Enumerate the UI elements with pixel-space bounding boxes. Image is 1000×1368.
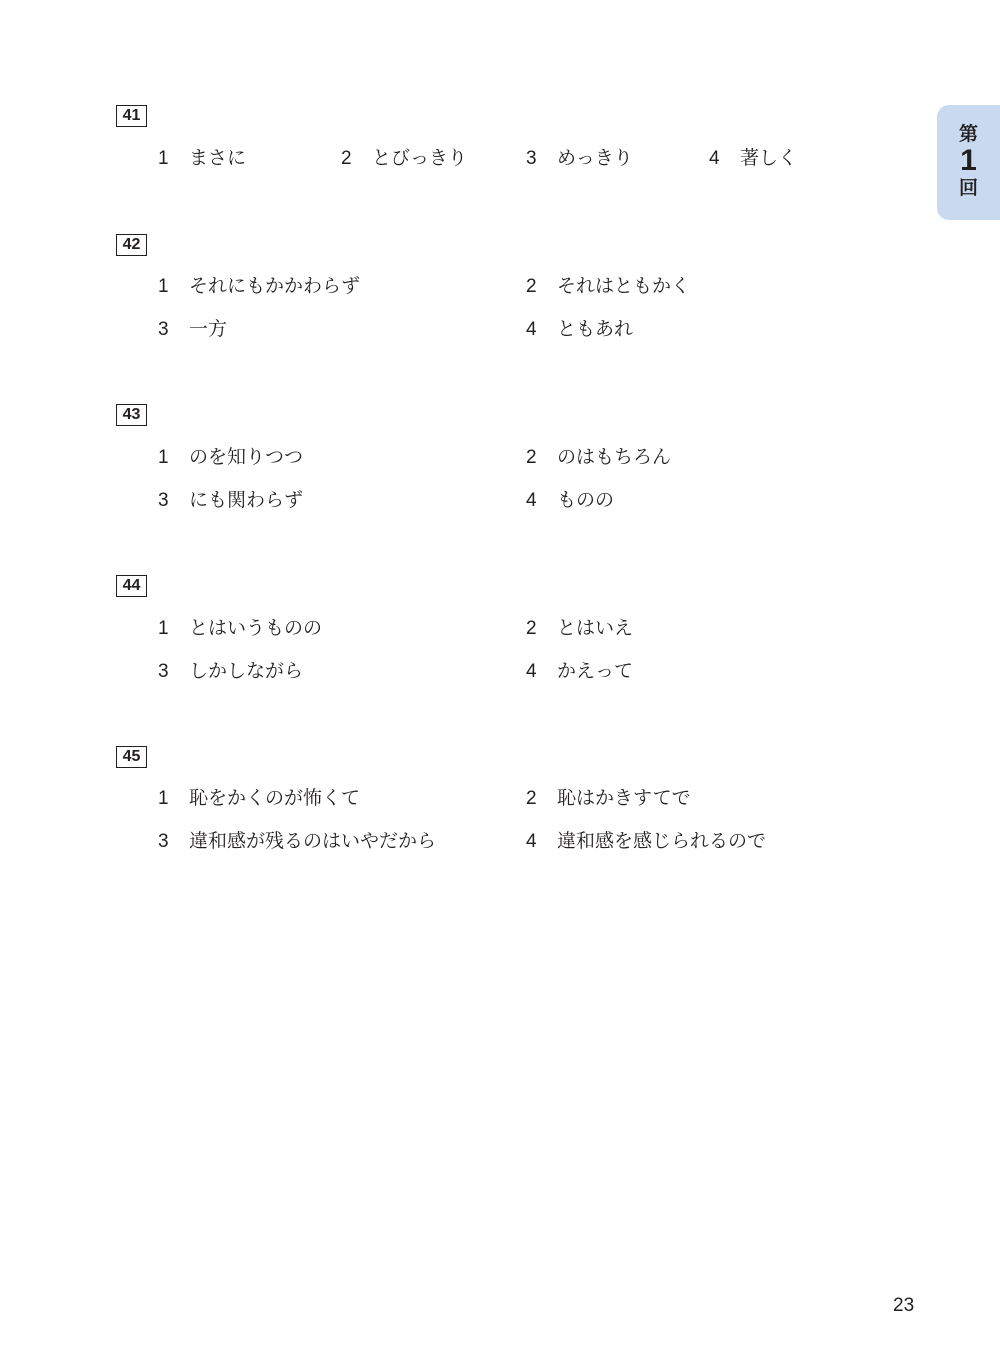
- option-text: とはいうものの: [189, 617, 323, 639]
- answer-option[interactable]: [526, 829, 766, 854]
- chapter-tab-number: 1: [960, 144, 977, 177]
- question-number: 45: [116, 746, 147, 768]
- option-text: にも関わらず: [189, 489, 304, 511]
- option-text: とはいえ: [557, 617, 634, 639]
- question-number: 43: [116, 404, 147, 426]
- option-text: 著しく: [740, 147, 798, 169]
- option-number: 4: [526, 490, 537, 511]
- chapter-tab: [937, 105, 1000, 220]
- question-number: 42: [116, 234, 147, 256]
- option-number: 4: [526, 661, 537, 682]
- option-number: 3: [158, 490, 169, 511]
- answer-option[interactable]: [158, 274, 360, 299]
- option-number: 3: [526, 148, 537, 169]
- answer-option[interactable]: [158, 659, 303, 684]
- answer-option[interactable]: [158, 445, 303, 470]
- answer-option[interactable]: [158, 488, 303, 513]
- answer-option[interactable]: [341, 146, 467, 171]
- option-number: 1: [158, 276, 169, 297]
- chapter-tab-suffix: 回: [958, 177, 978, 199]
- answer-option[interactable]: [526, 488, 614, 513]
- option-number: 2: [526, 276, 537, 297]
- answer-option[interactable]: [526, 146, 633, 171]
- page-number: 23: [893, 1295, 915, 1316]
- answer-option[interactable]: [158, 786, 360, 811]
- answer-option[interactable]: [526, 274, 690, 299]
- option-text: のはもちろん: [557, 446, 672, 468]
- answer-option[interactable]: [526, 616, 633, 641]
- option-text: とびっきり: [372, 147, 468, 169]
- option-text: めっきり: [557, 147, 633, 169]
- option-number: 1: [158, 447, 169, 468]
- answer-option[interactable]: [158, 317, 227, 342]
- option-number: 2: [526, 788, 537, 809]
- question-number: 41: [116, 105, 147, 127]
- option-text: しかしながら: [189, 660, 304, 682]
- option-number: 1: [158, 788, 169, 809]
- option-number: 4: [526, 831, 537, 852]
- chapter-tab-prefix: 第: [958, 123, 978, 145]
- answer-option[interactable]: [526, 317, 633, 342]
- answer-option[interactable]: [526, 786, 691, 811]
- answer-option[interactable]: [158, 146, 246, 171]
- option-number: 3: [158, 831, 169, 852]
- answer-option[interactable]: [158, 616, 322, 641]
- option-number: 3: [158, 319, 169, 340]
- option-number: 2: [526, 618, 537, 639]
- option-text: 一方: [189, 318, 228, 340]
- option-number: 1: [158, 618, 169, 639]
- option-text: ものの: [557, 489, 615, 511]
- question-number: 44: [116, 575, 147, 597]
- option-number: 2: [341, 148, 352, 169]
- option-text: まさに: [189, 147, 247, 169]
- option-text: かえって: [557, 660, 634, 682]
- option-text: のを知りつつ: [189, 446, 304, 468]
- option-number: 3: [158, 661, 169, 682]
- option-number: 4: [709, 148, 720, 169]
- answer-option[interactable]: [526, 659, 633, 684]
- answer-option[interactable]: [158, 829, 436, 854]
- option-number: 4: [526, 319, 537, 340]
- option-text: 違和感が残るのはいやだから: [189, 830, 437, 852]
- answer-option[interactable]: [526, 445, 671, 470]
- option-text: 恥はかきすてで: [557, 787, 691, 809]
- option-text: 恥をかくのが怖くて: [189, 787, 361, 809]
- option-number: 2: [526, 447, 537, 468]
- option-text: 違和感を感じられるので: [557, 830, 767, 852]
- option-text: ともあれ: [557, 318, 634, 340]
- answer-option[interactable]: [709, 146, 797, 171]
- option-text: それはともかく: [557, 275, 691, 297]
- option-text: それにもかかわらず: [189, 275, 361, 297]
- option-number: 1: [158, 148, 169, 169]
